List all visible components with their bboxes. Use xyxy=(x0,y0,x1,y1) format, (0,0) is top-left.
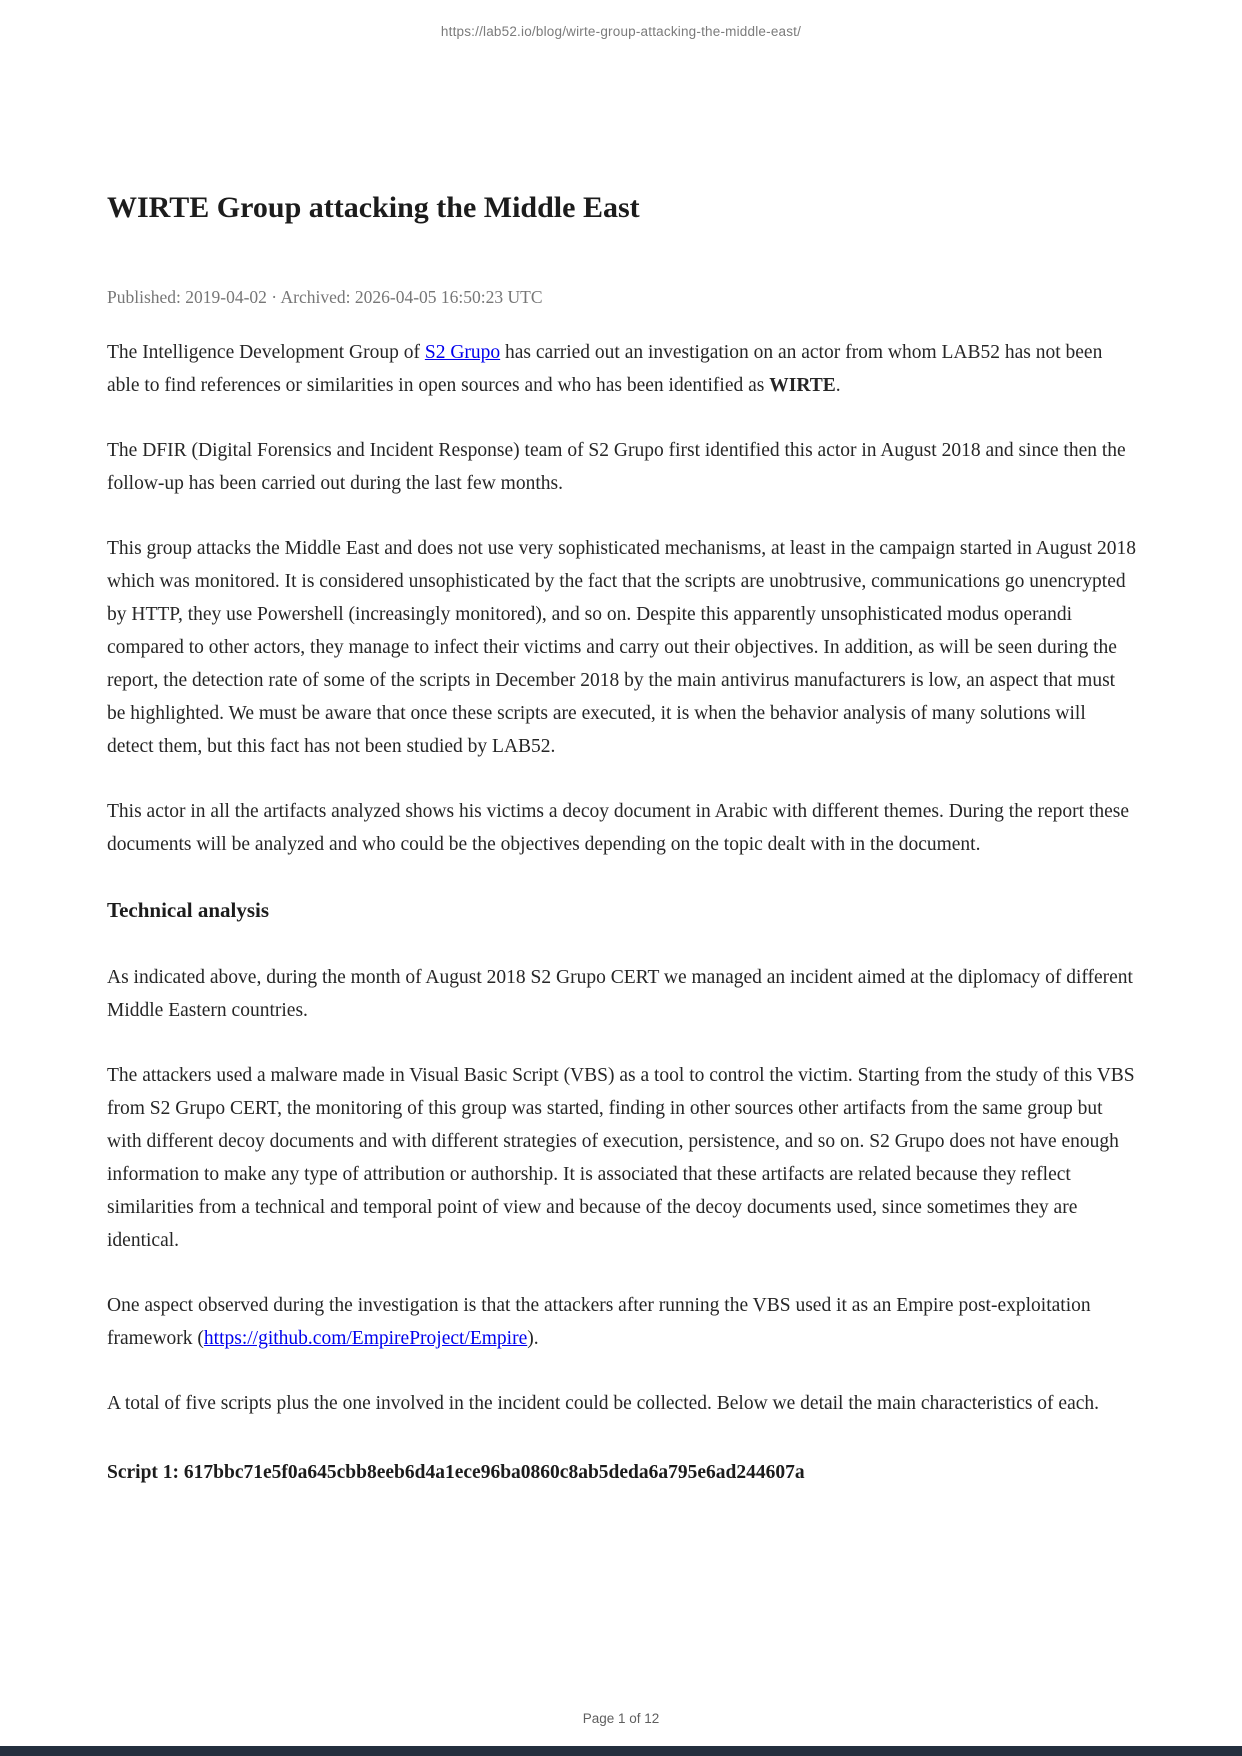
text-run: . xyxy=(835,375,841,396)
paragraph-group-mechanisms: This group attacks the Middle East and does not use very sophisticated mechanisms, at least in the campaign started in August 2018 which was monitored. It is considered unsophisticated by the fact that the scripts are unobtrusive, communications go unencrypted by HTTP, they use Powershell (increasingly monitored), and so on. Despite this apparently unsophisticated modus operandi compared to other actors, they manage to infect their victims and carry out their objectives. In addition, as will be seen during the report, the detection rate of some of the scripts in December 2018 by the main antivirus manufacturers is low, an aspect that must be highlighted. We must be aware that once these scripts are executed, it is when the behavior analysis of many solutions will detect them, but this fact has not been studied by LAB52. xyxy=(107,538,1136,757)
paragraph-empire xyxy=(107,1289,1136,1355)
text-run: has carried out an investigation on an actor from whom LAB52 has not been able to find references or similarities in open sources and who has been identified as xyxy=(107,342,1103,396)
publish-archive-meta: Published: 2019-04-02 · Archived: 2026-04-05 16:50:23 UTC xyxy=(107,287,543,307)
text-run: The Intelligence Development Group of xyxy=(107,342,425,363)
paragraph-incident: As indicated above, during the month of August 2018 S2 Grupo CERT we managed an incident aimed at the diplomacy of different Middle Eastern countries. xyxy=(107,967,1133,1021)
script1-hash-heading: Script 1: 617bbc71e5f0a645cbb8eeb6d4a1ece96ba0860c8ab5deda6a795e6ad244607a xyxy=(107,1462,805,1483)
page-number: Page 1 of 12 xyxy=(582,1711,660,1726)
article-body xyxy=(107,190,1136,1489)
paragraph-five-scripts: A total of five scripts plus the one involved in the incident could be collected. Below we detail the main characteristics of each. xyxy=(107,1393,1100,1414)
page-title: WIRTE Group attacking the Middle East xyxy=(107,191,640,224)
text-run-bold: WIRTE xyxy=(769,375,836,396)
paragraph-intro xyxy=(107,336,1136,402)
paragraph-dfir: The DFIR (Digital Forensics and Incident Response) team of S2 Grupo first identified this actor in August 2018 and since then the follow-up has been carried out during the last few months. xyxy=(107,440,1126,494)
bottom-bar xyxy=(0,1746,1242,1756)
section-heading-technical-analysis: Technical analysis xyxy=(107,898,270,922)
paragraph-vbs-malware: The attackers used a malware made in Visual Basic Script (VBS) as a tool to control the victim. Starting from the study of this VBS from S2 Grupo CERT, the monitoring of this group was started, finding in other sources other artifacts from the same group but with different decoy documents and with different strategies of execution, persistence, and so on. S2 Grupo does not have enough information to make any type of attribution or authorship. It is associated that these artifacts are related because they reflect similarities from a technical and temporal point of view and because of the decoy documents used, since sometimes they are identical. xyxy=(107,1065,1135,1251)
text-run: One aspect observed during the investigation is that the attackers after running the VBS used it as an Empire post-exploitation framework ( xyxy=(107,1295,1091,1349)
empire-github-link[interactable]: https://github.com/EmpireProject/Empire xyxy=(203,1328,528,1349)
paragraph-decoy-documents: This actor in all the artifacts analyzed shows his victims a decoy document in Arabic with different themes. During the report these documents will be analyzed and who could be the objectives depending on the topic dealt with in the document. xyxy=(107,801,1130,855)
archive-url-text: https://lab52.io/blog/wirte-group-attacking-the-middle-east/ xyxy=(440,24,802,39)
text-run: ). xyxy=(527,1328,539,1349)
s2-grupo-link[interactable]: S2 Grupo xyxy=(424,342,501,363)
